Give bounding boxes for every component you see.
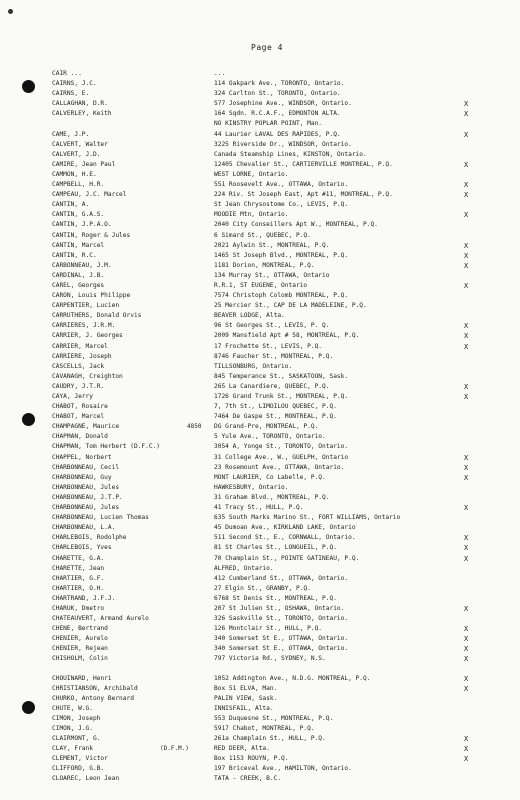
- entry-address: 412 Cumberland St., OTTAWA, Ontario.: [214, 574, 349, 582]
- list-item: [0, 483, 520, 493]
- list-item: [0, 513, 520, 523]
- entry-name: CLOAREC, Leon Jean: [52, 775, 120, 783]
- entry-mark: X: [464, 655, 469, 664]
- entry-address: 577 Josephine Ave., WINDSOR, Ontario.: [214, 100, 352, 108]
- entry-mark: X: [464, 211, 469, 220]
- entry-address: 3225 Riverside Dr., WINDSOR, Ontario.: [214, 140, 352, 148]
- list-item: [0, 432, 520, 442]
- entry-address: TILLSONBURG, Ontario.: [214, 362, 293, 370]
- list-item: [0, 533, 520, 543]
- list-item: [0, 160, 520, 170]
- entry-address: 6768 St Denis St., MONTREAL, P.Q.: [214, 594, 337, 602]
- entry-mark: X: [464, 261, 469, 270]
- entry-name: CAYA, Jerry: [52, 393, 93, 400]
- list-item: [0, 412, 520, 422]
- entry-address: 8746 Faucher St., MONTREAL, P.Q.: [214, 352, 334, 360]
- entry-address: Box 1153 ROUYN, P.Q.: [214, 755, 289, 763]
- entry-address: 6 Simard St., QUEBEC, P.Q.: [214, 231, 311, 239]
- entry-address: 7464 De Gaspe St., MONTREAL, P.Q.: [214, 413, 337, 421]
- list-item: [0, 614, 520, 624]
- entry-mark: X: [464, 160, 469, 169]
- entry-name: CHARETTE, Jean: [52, 564, 105, 572]
- list-item: [0, 764, 520, 774]
- entry-name: CLAY, Frank: [52, 745, 93, 753]
- entry-name: CHABOT, Marcel: [52, 413, 105, 421]
- entry-address: 845 Temperance St., SASKATOON, Sask.: [214, 372, 349, 380]
- entry-name: CHABOT, Rosaire: [52, 403, 108, 411]
- entry-name: CHARLEBOIS, Yves: [52, 544, 112, 552]
- entry-name: CARON, Louis Philippe: [52, 292, 131, 300]
- entry-name: CLEMENT, Victor: [52, 755, 108, 763]
- entry-mark: X: [464, 453, 469, 462]
- entry-address: 1726 Grand Trunk St., MONTREAL, P.Q.: [214, 393, 349, 400]
- entry-name: CHAPMAN, Tom Herbert (D.F.C.): [52, 443, 161, 451]
- list-item: [0, 200, 520, 210]
- entry-address: ALFRED, Ontario.: [214, 564, 274, 572]
- entry-name: CHENE, Bertrand: [52, 625, 108, 633]
- entry-name: CAIR ...: [52, 70, 82, 77]
- list-item: [0, 654, 520, 664]
- entry-name: CHATEAUVERT, Armand Aurelo: [52, 615, 149, 623]
- entry-name: CHAMPAGNE, Maurice: [52, 423, 120, 431]
- entry-address: Box 51 ELVA, Man.: [214, 684, 278, 692]
- list-item: [0, 150, 520, 160]
- entry-address: 797 Victoria Rd., SYDNEY, N.S.: [214, 655, 326, 663]
- list-item: [0, 241, 520, 251]
- entry-name: CHARBONNEAU, Lucien Thomas: [52, 514, 149, 522]
- list-item: [0, 362, 520, 372]
- list-item: [0, 119, 520, 129]
- list-item: [0, 564, 520, 574]
- entry-address: 1052 Addington Ave., N.D.G. MONTREAL, P.Q.: [214, 674, 371, 682]
- entry-address: 1465 St Joseph Blvd., MONTREAL, P.Q.: [214, 251, 349, 259]
- entry-name: CANTIN, Marcel: [52, 241, 105, 249]
- entry-address: 164 Sqdn. R.C.A.F., EDMONTON ALTA.: [214, 110, 341, 118]
- list-item: [0, 130, 520, 140]
- entry-name: CHARTIER, G.F.: [52, 574, 105, 582]
- entry-address: 25 Mercier St., CAP DE LA MADELEINE, P.Q.: [214, 302, 367, 310]
- list-item: [0, 402, 520, 412]
- list-item: [0, 170, 520, 180]
- entry-mark: X: [464, 191, 469, 200]
- entry-name: CHARBONNEAU, Jules: [52, 483, 120, 491]
- entry-address: 265 La Canardiere, QUEBEC, P.Q.: [214, 382, 330, 390]
- entry-address: 511 Second St., E., CORNWALL, Ontario.: [214, 534, 356, 542]
- list-item: [0, 372, 520, 382]
- entry-name: CHENIER, Aurelo: [52, 635, 108, 643]
- entry-address: 45 Dumoan Ave., KIRKLAND LAKE, Ontario: [214, 524, 356, 532]
- entry-annotation: (D.F.M.): [160, 745, 189, 753]
- entry-address: 126 Montclair St., HULL, P.Q.: [214, 625, 323, 633]
- list-item: [0, 754, 520, 764]
- entry-mark: X: [464, 735, 469, 744]
- entry-address: 261a Champlain St., HULL, P.Q.: [214, 735, 326, 743]
- entry-name: CHAPMAN, Donald: [52, 433, 108, 441]
- list-item: [0, 523, 520, 533]
- entry-mark: X: [464, 755, 469, 764]
- entry-name: CALVERLEY, Keith: [52, 110, 112, 118]
- list-item: [0, 684, 520, 694]
- entry-name: CARRUTHERS, Donald Orvis: [52, 312, 142, 320]
- list-item: [0, 210, 520, 220]
- entry-address: R.R.1, ST EUGENE, Ontario: [214, 281, 308, 289]
- entry-annotation: 4850: [187, 423, 202, 431]
- entry-name: CAUDRY, J.T.R.: [52, 382, 105, 390]
- entry-mark: X: [464, 504, 469, 513]
- list-item: [0, 674, 520, 684]
- list-item: [0, 311, 520, 321]
- entry-name: CASCELLS, Jack: [52, 362, 105, 370]
- list-item: [0, 714, 520, 724]
- list-item: [0, 584, 520, 594]
- entry-mark: X: [464, 463, 469, 472]
- entry-address: 12405 Chevalier St., CARTIERVILLE MONTREAL, P.Q.: [214, 160, 393, 168]
- entry-name: CANTIN, J.P.A.O.: [52, 221, 112, 229]
- entry-address: 134 Murray St., OTTAWA, Ontario: [214, 271, 330, 279]
- list-item: [0, 342, 520, 352]
- list-item: [0, 442, 520, 452]
- entry-name: CHARBONNEAU, Jules: [52, 504, 120, 512]
- entry-address: INNISFAIL, Alta.: [214, 704, 274, 712]
- entry-name: CAMMON, H.E.: [52, 170, 97, 178]
- entry-address: 224 Riv. St Joseph East, Apt #11, MONTREAL, P.Q.: [214, 191, 393, 199]
- entry-name: CANTIN, R.C.: [52, 251, 97, 259]
- entry-mark: X: [464, 534, 469, 543]
- list-item: [0, 99, 520, 109]
- list-item: [0, 89, 520, 99]
- entry-address: RED DEER, Alta.: [214, 745, 270, 753]
- entry-name: CHARBONNEAU, J.T.P.: [52, 493, 123, 501]
- entry-name: CHAPPEL, Norbert: [52, 453, 112, 461]
- entry-name: CAREL, Georges: [52, 281, 105, 289]
- entry-mark: X: [464, 281, 469, 290]
- list-item: [0, 422, 520, 432]
- entry-name: CARRIER, J. Georges: [52, 332, 123, 340]
- entry-name: CARBONNEAU, J.M.: [52, 261, 112, 269]
- list-item: [0, 774, 520, 784]
- list-item: [0, 231, 520, 241]
- list-item: [0, 352, 520, 362]
- entry-mark: X: [464, 342, 469, 351]
- entry-mark: X: [464, 745, 469, 754]
- entry-mark: X: [464, 604, 469, 613]
- list-item: [0, 301, 520, 311]
- entry-name: CARRIERES, J.R.M.: [52, 322, 116, 330]
- entry-address: MOODIE Mtn, Ontario.: [214, 211, 289, 219]
- entry-address: DG Grand-Pre, MONTREAL, P.Q.: [214, 423, 319, 431]
- entry-mark: X: [464, 181, 469, 190]
- entry-name: CLAIRMONT, G.: [52, 735, 101, 743]
- entry-mark: X: [464, 635, 469, 644]
- entry-address: 27 Elgin St., GRANBY, P.Q.: [214, 584, 311, 592]
- entry-address: ...: [214, 70, 226, 77]
- entry-mark: X: [464, 100, 469, 109]
- entry-address: 2021 Aylwin St., MONTREAL, P.Q.: [214, 241, 330, 249]
- entry-name: CHURKO, Antony Bernard: [52, 694, 134, 702]
- entry-name: CAMIRE, Jean Paul: [52, 160, 116, 168]
- entry-address: 81 St Charles St., LONGUEIL, P.Q.: [214, 544, 337, 552]
- entry-name: CIMON, J.G.: [52, 725, 93, 732]
- entry-name: CAME, J.P.: [52, 130, 90, 138]
- list-item: [0, 291, 520, 301]
- entry-mark: X: [464, 674, 469, 683]
- list-item: [0, 574, 520, 584]
- list-item: [0, 463, 520, 473]
- entry-name: CHARTIER, O.H.: [52, 584, 105, 592]
- list-item: [0, 554, 520, 564]
- entry-address: WEST LORNE, Ontario.: [214, 170, 289, 178]
- entry-address: 1181 Dorion, MONTREAL, P.Q.: [214, 261, 315, 269]
- list-item: [0, 594, 520, 604]
- entry-name: CHARBONNEAU, Guy: [52, 473, 112, 481]
- entry-address: 41 Tracy St., HULL, P.Q.: [214, 504, 304, 512]
- entry-address: 44 Laurier LAVAL DES RAPIDES, P.Q.: [214, 130, 341, 138]
- list-item: [0, 140, 520, 150]
- list-item: [0, 69, 520, 79]
- list-item: [0, 503, 520, 513]
- entry-mark: X: [464, 684, 469, 693]
- entry-address: MONT LAURIER, Co Labelle, P.Q.: [214, 473, 326, 481]
- list-item: [0, 704, 520, 714]
- entry-name: CHARBONNEAU, Cecil: [52, 463, 120, 471]
- list-item: [0, 321, 520, 331]
- entry-address: 31 Graham Blvd., MONTREAL, P.Q.: [214, 493, 330, 501]
- entry-name: CHARBONNEAU, L.A.: [52, 524, 116, 532]
- entry-mark: X: [464, 241, 469, 250]
- page-number: Page 4: [251, 43, 283, 52]
- entry-name: CHOUINARD, Henri: [52, 674, 112, 682]
- entry-name: CAMPEAU, J.C. Marcel: [52, 191, 127, 199]
- entry-name: CAIRNS, J.C.: [52, 80, 97, 88]
- list-item: [0, 734, 520, 744]
- entry-name: CHRISTIANSON, Archibald: [52, 684, 138, 692]
- list-item: [0, 331, 520, 341]
- entry-address: 340 Somerset St E., OTTAWA, Ontario.: [214, 635, 349, 643]
- list-item: [0, 190, 520, 200]
- list-item: [0, 180, 520, 190]
- list-item: [0, 634, 520, 644]
- entry-name: CHARTRAND, J.F.J.: [52, 594, 116, 602]
- list-item: [0, 281, 520, 291]
- entry-address: 2009 Mansfield Apt # 58, MONTREAL, P.Q.: [214, 332, 360, 340]
- list-item: [0, 744, 520, 754]
- entry-mark: X: [464, 382, 469, 391]
- entry-name: CARPENTIER, Lucien: [52, 302, 120, 310]
- list-item: [0, 220, 520, 230]
- entry-mark: X: [464, 332, 469, 341]
- entry-name: CHARUK, Dmetro: [52, 604, 105, 612]
- entry-address: 70 Champlain St., POINTE GATINEAU, P.Q.: [214, 554, 360, 562]
- entry-mark: X: [464, 393, 469, 401]
- list-item: [0, 271, 520, 281]
- list-item: [0, 724, 520, 734]
- entry-address: 7574 Christoph Colomb MONTREAL, P.Q.: [214, 292, 349, 300]
- entry-address: 17 Frochette St., LEVIS, P.Q.: [214, 342, 323, 350]
- list-item: [0, 493, 520, 503]
- list-item: [0, 79, 520, 89]
- entry-name: CARRIER, Marcel: [52, 342, 108, 350]
- list-item: [0, 261, 520, 271]
- entry-name: CANTIN, A.: [52, 201, 90, 209]
- entry-mark: X: [464, 645, 469, 654]
- entry-mark: X: [464, 130, 469, 139]
- entry-address: 5 Yule Ave., TORONTO, Ontario.: [214, 433, 326, 441]
- entry-mark: X: [464, 625, 469, 634]
- entry-name: CHARLEBOIS, Rodolphe: [52, 534, 127, 542]
- entry-address: St Jean Chrysostome Co., LEVIS, P.Q.: [214, 201, 349, 209]
- entry-address: BEAVER LODGE, Alta.: [214, 312, 285, 320]
- list-item: [0, 109, 520, 119]
- list-item: [0, 251, 520, 261]
- list-item: [0, 382, 520, 392]
- entry-mark: X: [464, 554, 469, 563]
- entry-name: CALVERT, J.D.: [52, 150, 101, 158]
- entry-mark: X: [464, 251, 469, 260]
- entry-address: 31 College Ave., W., GUELPH, Ontario: [214, 453, 349, 461]
- entry-name: CAMPBELL, H.R.: [52, 181, 105, 189]
- entry-address: NO KINSTRY POPLAR POINT, Man.: [214, 120, 323, 128]
- entry-address: 207 St Julien St., OSHAWA, Ontario.: [214, 604, 345, 612]
- entry-address: 324 Carlton St., TORONTO, Ontario.: [214, 90, 341, 98]
- entry-mark: X: [464, 322, 469, 331]
- entry-address: 326 Saskville St., TORONTO, Ontario.: [214, 615, 349, 623]
- entry-name: CHUTE, W.G.: [52, 704, 93, 712]
- list-item: [0, 604, 520, 614]
- entry-address: 2040 City Conseillers Apt W., MONTREAL, P.Q.: [214, 221, 378, 229]
- entry-name: CARDINAL, J.B.: [52, 271, 105, 279]
- entry-name: CLIFFORD, G.B.: [52, 765, 105, 773]
- entry-address: 23 Rosemount Ave., OTTAWA, Ontario.: [214, 463, 345, 471]
- entry-address: 114 Oakpark Ave., TORONTO, Ontario.: [214, 80, 345, 88]
- entry-list: [0, 69, 520, 785]
- list-item: [0, 644, 520, 654]
- list-item: [0, 392, 520, 402]
- entry-name: CANTIN, G.A.S.: [52, 211, 105, 219]
- list-item: [0, 473, 520, 483]
- entry-address: 635 South Marks Marino St., FORT WILLIAMS, Ontario: [214, 514, 401, 522]
- entry-name: CAVANAGH, Creighton: [52, 372, 123, 380]
- entry-name: CIMON, Joseph: [52, 714, 101, 722]
- entry-address: TATA - CREEK, B.C.: [214, 775, 282, 783]
- entry-address: 551 Roosevelt Ave., OTTAWA, Ontario.: [214, 181, 349, 189]
- entry-address: 7, 7th St., LIMOILOU QUEBEC, P.Q.: [214, 403, 337, 411]
- entry-address: 3054 A, Yonge St., TORONTO, Ontario.: [214, 443, 349, 451]
- list-item: [0, 543, 520, 553]
- list-item: [0, 694, 520, 704]
- entry-address: 96 St Georges St., LEVIS, P. Q.: [214, 322, 330, 330]
- entry-mark: X: [464, 110, 469, 119]
- entry-name: CHISHOLM, Colin: [52, 655, 108, 663]
- entry-address: 5917 Chabot, MONTREAL, P.Q.: [214, 725, 315, 732]
- entry-address: 197 Briceval Ave., HAMILTON, Ontario.: [214, 765, 352, 773]
- entry-name: CARRIERE, Joseph: [52, 352, 112, 360]
- entry-mark: X: [464, 473, 469, 482]
- list-item: [0, 624, 520, 634]
- entry-name: CANTIN, Roger & Jules: [52, 231, 131, 239]
- entry-name: CHARETTE, G.A.: [52, 554, 105, 562]
- entry-name: CAIRNS, E.: [52, 90, 90, 98]
- entry-mark: X: [464, 544, 469, 553]
- corner-mark: [8, 9, 13, 14]
- entry-name: CALLAGHAN, D.R.: [52, 100, 108, 108]
- entry-name: CHENIER, Rejean: [52, 645, 108, 653]
- entry-address: 340 Somerset St E., OTTAWA, Ontario.: [214, 645, 349, 653]
- entry-address: HAWKESBURY, Ontario.: [214, 483, 289, 491]
- list-item: [0, 453, 520, 463]
- entry-address: Canada Steamship Lines, KINSTON, Ontario.: [214, 150, 367, 158]
- entry-address: 553 Duquesne St., MONTREAL, P.Q.: [214, 714, 334, 722]
- entry-name: CALVERT, Walter: [52, 140, 108, 148]
- entry-address: PALIN VIEW, Sask.: [214, 694, 278, 702]
